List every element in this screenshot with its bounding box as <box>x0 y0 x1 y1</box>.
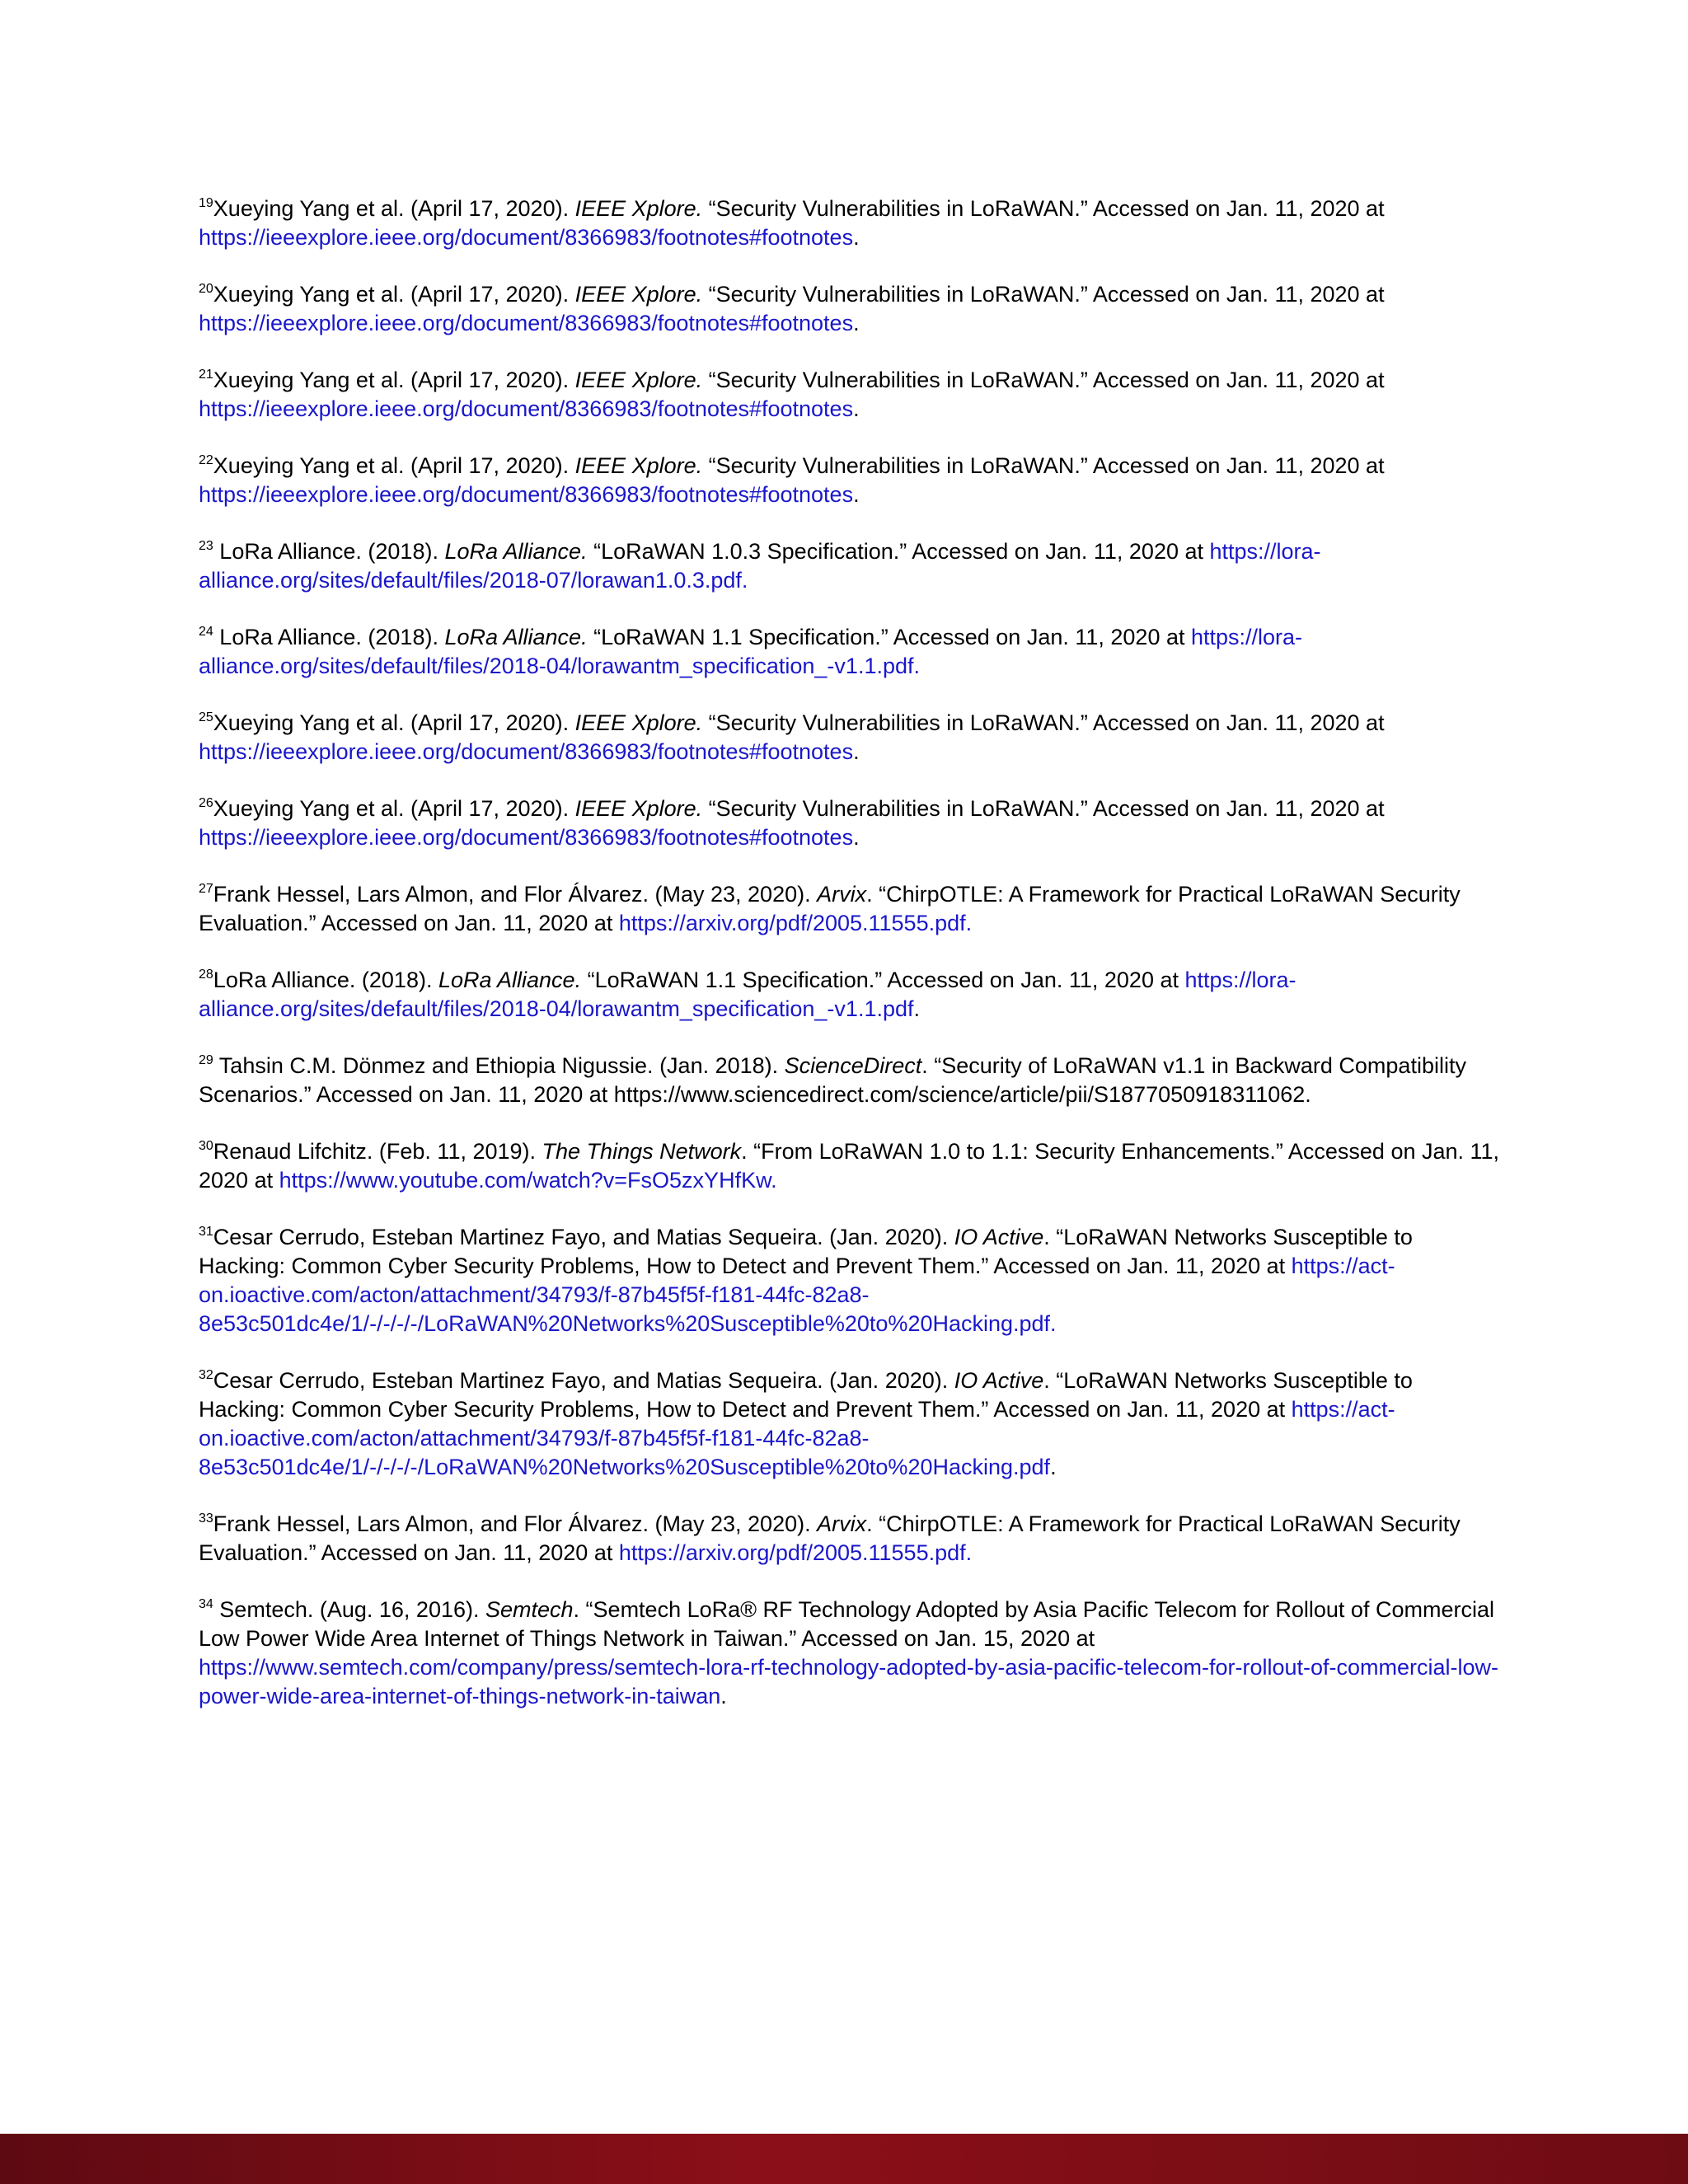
footnote-title: “Security Vulnerabilities in LoRaWAN.” Accessed on Jan. 11, 2020 at <box>702 453 1385 478</box>
footnote-authors: Semtech. (Aug. 16, 2016). <box>213 1597 485 1622</box>
footnote-source: IEEE Xplore. <box>574 196 703 221</box>
footnote-link[interactable]: https://arxiv.org/pdf/2005.11555.pdf. <box>618 1540 973 1565</box>
footnote-link[interactable]: https://lora-alliance.org/sites/default/files/2018-07/lorawan1.0.3.pdf. <box>199 539 1321 593</box>
footnote-authors: Frank Hessel, Lars Almon, and Flor Álvarez. (May 23, 2020). <box>213 882 818 907</box>
footnote-title: “LoRaWAN 1.1 Specification.” Accessed on Jan. 11, 2020 at <box>587 625 1191 649</box>
footnote-source: IEEE Xplore. <box>574 453 703 478</box>
footnote-34 <box>199 1596 1501 1711</box>
footnote-tail: . <box>853 825 860 850</box>
footnote-33 <box>199 1510 1501 1568</box>
footer-color-band <box>0 2134 1688 2184</box>
footnote-20 <box>199 280 1501 338</box>
footnote-number: 29 <box>199 1053 213 1067</box>
footnote-authors: Cesar Cerrudo, Esteban Martinez Fayo, and Matias Sequeira. (Jan. 2020). <box>213 1225 954 1249</box>
footnote-31 <box>199 1223 1501 1338</box>
footnote-title: . “From LoRaWAN 1.0 to 1.1: Security Enhancements.” Accessed on Jan. 11, 2020 at <box>199 1139 1500 1193</box>
footnote-source: IEEE Xplore. <box>574 368 703 392</box>
footnote-29 <box>199 1052 1501 1109</box>
footnote-link[interactable]: https://act-on.ioactive.com/acton/attachment/34793/f-87b45f5f-f181-44fc-82a8-8e53c501dc4e/1/-/-/-/-/LoRaWAN%20Networks%20Susceptible%20to%20Hacking.pdf. <box>199 1254 1395 1336</box>
footnote-authors: Xueying Yang et al. (April 17, 2020). <box>213 453 575 478</box>
footnote-source: IEEE Xplore. <box>574 796 703 821</box>
footnote-23 <box>199 537 1501 595</box>
footnote-source: IEEE Xplore. <box>574 710 703 735</box>
footnote-title: “Security Vulnerabilities in LoRaWAN.” Accessed on Jan. 11, 2020 at <box>702 282 1385 307</box>
footnote-number: 24 <box>199 625 213 639</box>
footnote-source: Arvix <box>817 882 867 907</box>
footnote-title: “Security Vulnerabilities in LoRaWAN.” Accessed on Jan. 11, 2020 at <box>702 196 1385 221</box>
footnote-authors: Xueying Yang et al. (April 17, 2020). <box>213 796 575 821</box>
footnote-number: 32 <box>199 1368 213 1382</box>
footnote-authors: Cesar Cerrudo, Esteban Martinez Fayo, and Matias Sequeira. (Jan. 2020). <box>213 1368 954 1393</box>
footnote-number: 21 <box>199 368 213 382</box>
footnote-30 <box>199 1137 1501 1195</box>
footnote-tail: . <box>1050 1455 1057 1479</box>
footnote-authors: Xueying Yang et al. (April 17, 2020). <box>213 196 575 221</box>
footnote-title: . “LoRaWAN Networks Susceptible to Hacking: Common Cyber Security Problems, How to Detect and Prevent Them.” Accessed on Jan. 11, 2020 at <box>199 1225 1413 1278</box>
footnote-22 <box>199 452 1501 509</box>
footnote-authors: LoRa Alliance. (2018). <box>213 625 445 649</box>
footnote-32 <box>199 1366 1501 1482</box>
footnote-link[interactable]: https://ieeexplore.ieee.org/document/8366983/footnotes#footnotes <box>199 396 854 421</box>
footnote-number: 22 <box>199 453 213 467</box>
footnote-source: LoRa Alliance. <box>444 625 588 649</box>
footnote-link[interactable]: https://ieeexplore.ieee.org/document/8366983/footnotes#footnotes <box>199 482 854 507</box>
footnote-authors: Xueying Yang et al. (April 17, 2020). <box>213 368 575 392</box>
footnote-authors: Xueying Yang et al. (April 17, 2020). <box>213 282 575 307</box>
footnote-number: 30 <box>199 1139 213 1153</box>
footnote-source: The Things Network <box>542 1139 742 1164</box>
footnote-source: Arvix <box>817 1511 867 1536</box>
footnote-28 <box>199 966 1501 1024</box>
footnote-title: . “Semtech LoRa® RF Technology Adopted by Asia Pacific Telecom for Rollout of Commercial Low Power Wide Area Internet of Things Network in Taiwan.” Accessed on Jan. 15, 2020 at <box>199 1597 1494 1651</box>
footnote-source: IO Active <box>954 1368 1044 1393</box>
footnote-link[interactable]: https://ieeexplore.ieee.org/document/8366983/footnotes#footnotes <box>199 311 854 335</box>
footnote-tail: . <box>853 396 860 421</box>
footnote-tail: . <box>853 225 860 250</box>
footnote-19 <box>199 194 1501 252</box>
footnote-tail: . <box>853 482 860 507</box>
footnote-source: LoRa Alliance. <box>444 539 588 564</box>
footnote-link[interactable]: https://ieeexplore.ieee.org/document/8366983/footnotes#footnotes <box>199 739 854 764</box>
footnote-link[interactable]: https://lora-alliance.org/sites/default/files/2018-04/lorawantm_specification_-v1.1.pdf <box>199 968 1296 1021</box>
footnotes-page <box>199 194 1501 1739</box>
footnote-title: . “ChirpOTLE: A Framework for Practical LoRaWAN Security Evaluation.” Accessed on Jan. 11, 2020 at <box>199 1511 1461 1565</box>
footnote-tail: . <box>913 996 921 1021</box>
footnote-21 <box>199 366 1501 424</box>
footnote-tail: . <box>853 311 860 335</box>
footnote-source: Semtech <box>485 1597 574 1622</box>
footnote-link[interactable]: https://act-on.ioactive.com/acton/attachment/34793/f-87b45f5f-f181-44fc-82a8-8e53c501dc4e/1/-/-/-/-/LoRaWAN%20Networks%20Susceptible%20to%20Hacking.pdf <box>199 1397 1395 1479</box>
footnote-number: 20 <box>199 282 213 296</box>
footnote-number: 27 <box>199 882 213 896</box>
footnote-26 <box>199 794 1501 852</box>
footnote-number: 26 <box>199 796 213 810</box>
footnote-authors: Xueying Yang et al. (April 17, 2020). <box>213 710 575 735</box>
footnote-tail: . <box>853 739 860 764</box>
footnote-title: “LoRaWAN 1.1 Specification.” Accessed on Jan. 11, 2020 at <box>581 968 1185 992</box>
footnote-link[interactable]: https://www.youtube.com/watch?v=FsO5zxYHfKw. <box>279 1168 777 1193</box>
footnote-source: LoRa Alliance. <box>438 968 582 992</box>
footnote-number: 34 <box>199 1597 213 1611</box>
footnote-number: 33 <box>199 1511 213 1526</box>
footnote-authors: Tahsin C.M. Dönmez and Ethiopia Nigussie. (Jan. 2018). <box>213 1053 785 1078</box>
footnote-authors: Renaud Lifchitz. (Feb. 11, 2019). <box>213 1139 542 1164</box>
footnote-24 <box>199 623 1501 681</box>
footnote-source: IEEE Xplore. <box>574 282 703 307</box>
footnote-authors: LoRa Alliance. (2018). <box>213 539 445 564</box>
footnote-title: “LoRaWAN 1.0.3 Specification.” Accessed on Jan. 11, 2020 at <box>587 539 1210 564</box>
footnote-source: ScienceDirect <box>784 1053 922 1078</box>
footnote-number: 31 <box>199 1225 213 1239</box>
footnote-number: 25 <box>199 710 213 724</box>
footnote-title: . “Security of LoRaWAN v1.1 in Backward Compatibility Scenarios.” Accessed on Jan. 11, 2020 at https://www.sciencedirect.com/science/article/pii/S1877050918311062. <box>199 1053 1466 1107</box>
footnote-number: 28 <box>199 968 213 982</box>
footnote-link[interactable]: https://ieeexplore.ieee.org/document/8366983/footnotes#footnotes <box>199 225 854 250</box>
footnote-number: 23 <box>199 539 213 553</box>
footnote-title: “Security Vulnerabilities in LoRaWAN.” Accessed on Jan. 11, 2020 at <box>702 368 1385 392</box>
footnote-number: 19 <box>199 196 213 210</box>
footnote-title: “Security Vulnerabilities in LoRaWAN.” Accessed on Jan. 11, 2020 at <box>702 710 1385 735</box>
footnote-authors: LoRa Alliance. (2018). <box>213 968 438 992</box>
footnote-link[interactable]: https://ieeexplore.ieee.org/document/8366983/footnotes#footnotes <box>199 825 854 850</box>
footnote-link[interactable]: https://lora-alliance.org/sites/default/files/2018-04/lorawantm_specification_-v1.1.pdf. <box>199 625 1303 678</box>
footnote-title: . “ChirpOTLE: A Framework for Practical LoRaWAN Security Evaluation.” Accessed on Jan. 11, 2020 at <box>199 882 1461 935</box>
footnote-link[interactable]: https://arxiv.org/pdf/2005.11555.pdf. <box>618 911 973 935</box>
footnote-title: “Security Vulnerabilities in LoRaWAN.” Accessed on Jan. 11, 2020 at <box>702 796 1385 821</box>
footnote-title: . “LoRaWAN Networks Susceptible to Hacking: Common Cyber Security Problems, How to Detect and Prevent Them.” Accessed on Jan. 11, 2020 at <box>199 1368 1413 1422</box>
footnote-link[interactable]: https://www.semtech.com/company/press/semtech-lora-rf-technology-adopted-by-asia-pacific-telecom-for-rollout-of-commercial-low-power-wide-area-internet-of-things-network-in-taiwan <box>199 1655 1499 1708</box>
footnote-tail: . <box>720 1684 727 1708</box>
footnote-27 <box>199 880 1501 938</box>
footnote-authors: Frank Hessel, Lars Almon, and Flor Álvarez. (May 23, 2020). <box>213 1511 818 1536</box>
footnote-25 <box>199 709 1501 766</box>
footnote-source: IO Active <box>954 1225 1044 1249</box>
